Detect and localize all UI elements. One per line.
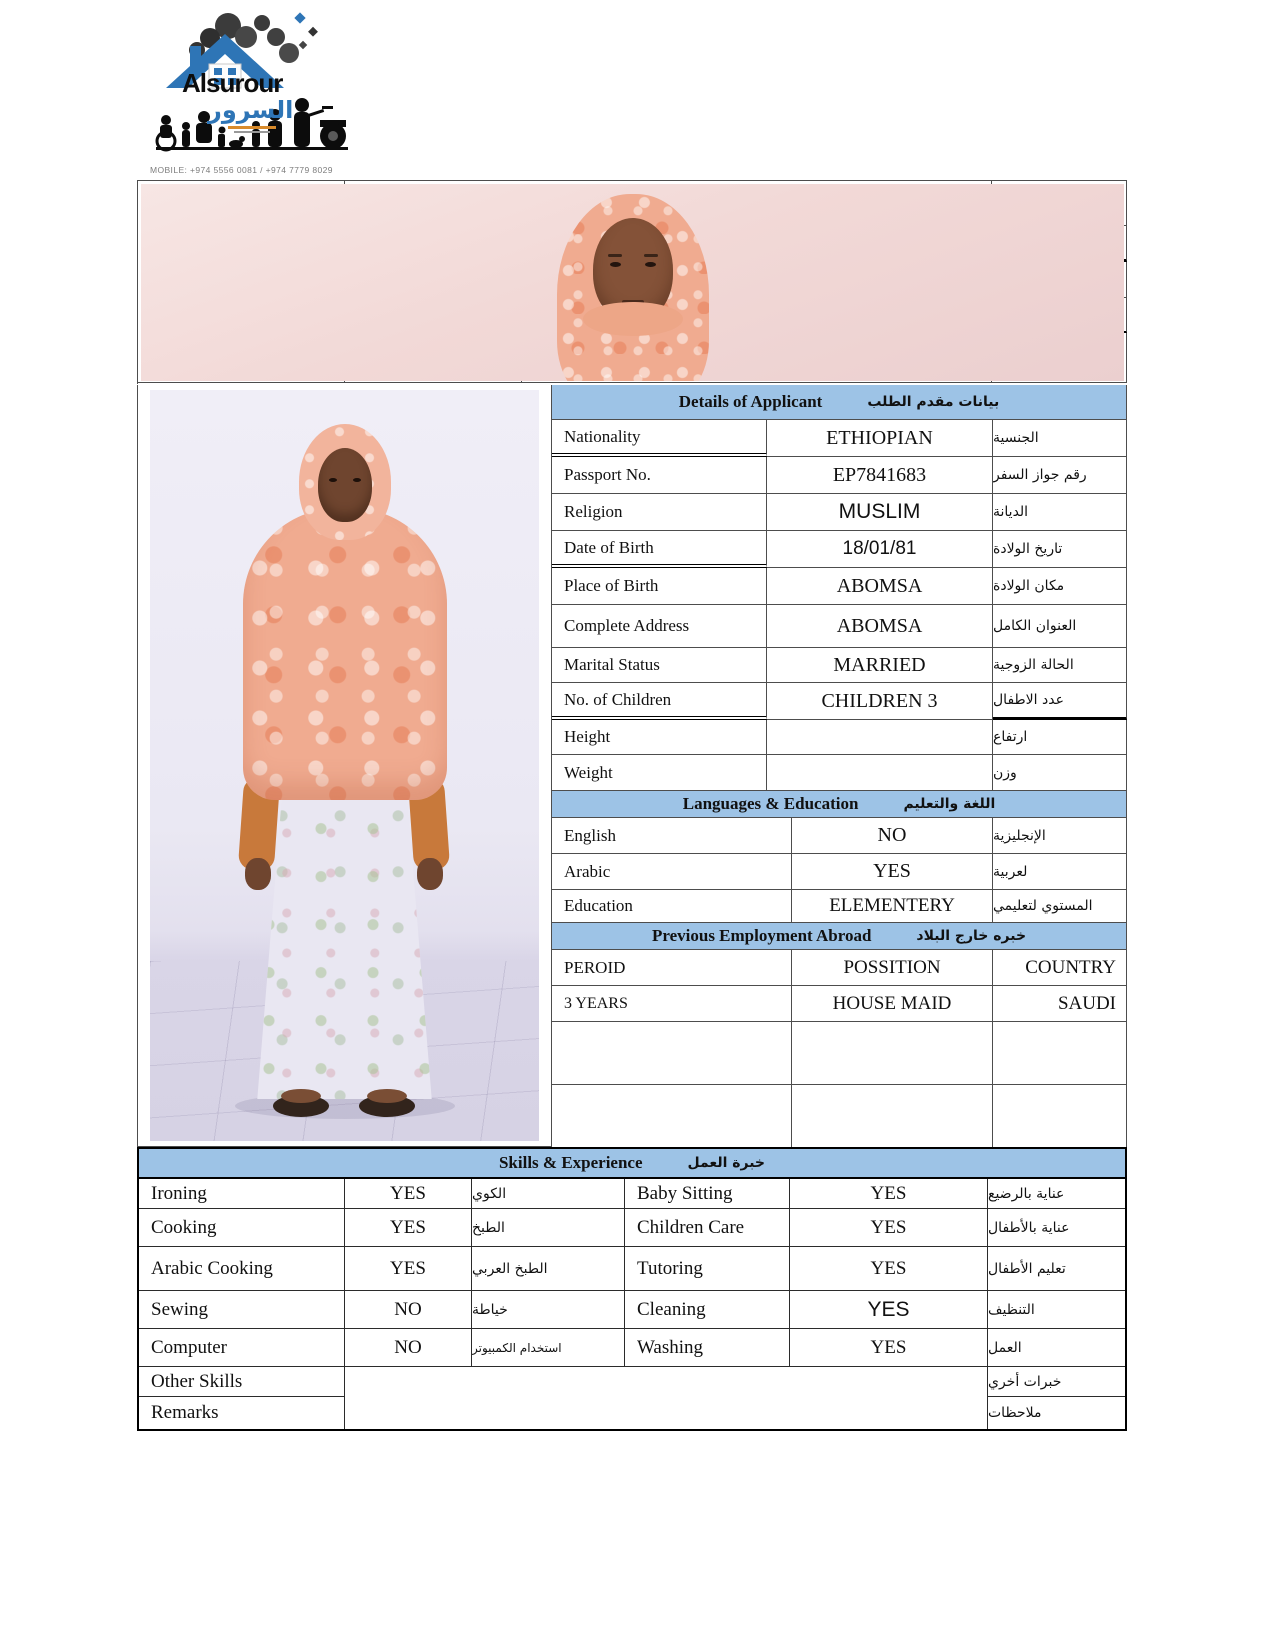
section-title-arabic: بيانات مقدم الطلب	[867, 394, 1000, 410]
right-hand-shape	[417, 858, 443, 890]
left-hand-shape	[245, 858, 271, 890]
field-label-education: Education	[552, 890, 792, 923]
agency-mobile-number: MOBILE: +974 5556 0081 / +974 7779 8029	[150, 165, 333, 175]
skill-label-arabiccooking: Arabic Cooking	[139, 1247, 345, 1291]
employment-country: SAUDI	[993, 986, 1127, 1022]
skill-label-computer: Computer	[139, 1329, 345, 1367]
middle-section	[137, 385, 1127, 1147]
headshot-photo-cell	[138, 181, 345, 383]
arabic-label-height: ارتفاع	[993, 720, 1127, 755]
field-value-complete-address: ABOMSA	[767, 605, 993, 648]
agency-logo	[150, 8, 362, 178]
section-title: Previous Employment Abroad	[651, 926, 872, 945]
header-table	[137, 180, 1127, 384]
languages-table	[552, 818, 1127, 923]
skill-arabic-childrencare: عناية بالأطفال	[988, 1209, 1125, 1247]
skill-value-cooking: YES	[345, 1209, 472, 1247]
field-label-complete-address: Complete Address	[552, 605, 767, 648]
skill-label-ironing: Ironing	[139, 1179, 345, 1209]
applicant-headshot-photo	[141, 184, 345, 381]
arabic-label-dob: تاريخ الولادة	[993, 531, 1127, 568]
skill-label-cooking: Cooking	[139, 1209, 345, 1247]
field-value-english: NO	[792, 818, 993, 854]
skill-value-washing: YES	[790, 1329, 988, 1367]
section-header-details	[552, 385, 1127, 420]
section-header-employment	[552, 923, 1127, 950]
skill-value-ironing: YES	[345, 1179, 472, 1209]
empty-cell	[552, 1022, 792, 1085]
section-header-skills	[139, 1149, 1125, 1179]
field-value-passport: EP7841683	[767, 457, 993, 494]
skill-arabic-cleaning: التنظيف	[988, 1291, 1125, 1329]
field-value-weight	[767, 755, 993, 791]
empty-cell	[993, 1022, 1127, 1085]
agency-name-arabic: السرور	[208, 96, 294, 124]
details-table	[552, 420, 1127, 791]
section-title: Skills & Experience	[498, 1153, 643, 1172]
arabic-label-arabic: لعربية	[993, 854, 1127, 890]
field-label-religion: Religion	[552, 494, 767, 531]
spark-diamonds-icon	[294, 12, 318, 49]
field-label-other-skills: Other Skills	[139, 1367, 345, 1397]
section-title: Details of Applicant	[678, 392, 823, 411]
column-header-period: PEROID	[552, 950, 792, 986]
section-title-arabic: اللغة والتعليم	[903, 796, 996, 812]
field-value-height	[767, 720, 993, 755]
arabic-label-remarks: ملاحظات	[988, 1405, 1042, 1421]
right-sandal	[359, 1095, 415, 1117]
arabic-label-pob: مكان الولادة	[993, 568, 1127, 605]
skills-footer-rows	[139, 1367, 1125, 1429]
skills-table	[139, 1179, 1125, 1367]
field-value-education: ELEMENTERY	[792, 890, 993, 923]
arabic-label-complete-address: العنوان الكامل	[993, 605, 1127, 648]
agency-name: Alsurour	[182, 68, 283, 98]
field-label-pob: Place of Birth	[552, 568, 767, 605]
skill-label-childrencare: Children Care	[625, 1209, 790, 1247]
skill-arabic-computer: استخدام الكمبيوتر	[472, 1329, 625, 1367]
skill-label-tutoring: Tutoring	[625, 1247, 790, 1291]
arabic-label-other-skills: خبرات أخري	[988, 1367, 1125, 1397]
skills-section	[137, 1147, 1127, 1431]
column-header-country: COUNTRY	[993, 950, 1127, 986]
skill-arabic-arabiccooking: الطبخ العربي	[472, 1247, 625, 1291]
field-label-weight: Weight	[552, 755, 767, 791]
skill-value-arabiccooking: YES	[345, 1247, 472, 1291]
field-value-pob: ABOMSA	[767, 568, 993, 605]
field-label-english: English	[552, 818, 792, 854]
field-label-height: Height	[552, 720, 767, 755]
skill-value-computer: NO	[345, 1329, 472, 1367]
field-label-nationality: Nationality	[552, 420, 767, 457]
field-value-children: CHILDREN 3	[767, 683, 993, 720]
skill-arabic-tutoring: تعليم الأطفال	[988, 1247, 1125, 1291]
skill-value-childrencare: YES	[790, 1209, 988, 1247]
skill-value-sewing: NO	[345, 1291, 472, 1329]
field-label-marital-status: Marital Status	[552, 648, 767, 683]
skill-arabic-washing: العمل	[988, 1329, 1125, 1367]
arabic-label-education: المستوي لتعليمي	[993, 890, 1127, 923]
field-value-arabic: YES	[792, 854, 993, 890]
logo-accent-bar	[228, 126, 276, 129]
applicant-fulllength-photo	[150, 390, 539, 1141]
skill-arabic-babysitting: عناية بالرضيع	[988, 1179, 1125, 1209]
field-value-dob: 18/01/81	[767, 531, 993, 568]
skill-arabic-cooking: الطبخ	[472, 1209, 625, 1247]
other-skills-value	[345, 1367, 988, 1429]
field-label-remarks: Remarks	[139, 1397, 345, 1429]
section-title-arabic: خبرة العمل	[687, 1155, 766, 1171]
field-label-children: No. of Children	[552, 683, 767, 720]
details-column	[552, 385, 1127, 1147]
arabic-label-weight: وزن	[993, 755, 1127, 791]
field-value-nationality: ETHIOPIAN	[767, 420, 993, 457]
employment-position: HOUSE MAID	[792, 986, 993, 1022]
arabic-label-marital-status: الحالة الزوجية	[993, 648, 1127, 683]
skill-value-babysitting: YES	[790, 1179, 988, 1209]
shawl-shape	[243, 508, 447, 800]
left-sandal	[273, 1095, 329, 1117]
skill-value-tutoring: YES	[790, 1247, 988, 1291]
face-shape	[318, 448, 372, 522]
employment-period: 3 YEARS	[552, 986, 792, 1022]
skill-label-washing: Washing	[625, 1329, 790, 1367]
section-title-arabic: خبره خارج البلاد	[916, 928, 1027, 944]
skill-label-sewing: Sewing	[139, 1291, 345, 1329]
skill-value-cleaning: YES	[790, 1291, 988, 1329]
employment-table	[552, 950, 1127, 1147]
field-label-passport: Passport No.	[552, 457, 767, 494]
arabic-label-english: الإنجليزية	[993, 818, 1127, 854]
arabic-label-passport: رقم جواز السفر	[993, 457, 1127, 494]
skill-arabic-ironing: الكوي	[472, 1179, 625, 1209]
chimney-icon	[190, 46, 201, 66]
skill-label-babysitting: Baby Sitting	[625, 1179, 790, 1209]
field-value-religion: MUSLIM	[767, 494, 993, 531]
section-title: Languages & Education	[682, 794, 859, 813]
empty-cell	[792, 1022, 993, 1085]
empty-cell	[552, 1085, 792, 1147]
section-header-languages	[552, 791, 1127, 818]
field-value-marital-status: MARRIED	[767, 648, 993, 683]
field-label-dob: Date of Birth	[552, 531, 767, 568]
fulllength-photo-cell	[137, 385, 552, 1147]
arabic-label-nationality: الجنسية	[993, 420, 1127, 457]
skill-label-cleaning: Cleaning	[625, 1291, 790, 1329]
floral-skirt-shape	[256, 771, 434, 1099]
empty-cell	[792, 1085, 993, 1147]
logo-accent-bar-2	[234, 131, 270, 133]
column-header-position: POSSITION	[792, 950, 993, 986]
skill-arabic-sewing: خياطة	[472, 1291, 625, 1329]
arabic-label-children: عدد الاطفال	[993, 683, 1127, 720]
empty-cell	[993, 1085, 1127, 1147]
hijab-head-shape	[299, 424, 391, 540]
arabic-label-religion: الديانة	[993, 494, 1127, 531]
field-label-arabic: Arabic	[552, 854, 792, 890]
